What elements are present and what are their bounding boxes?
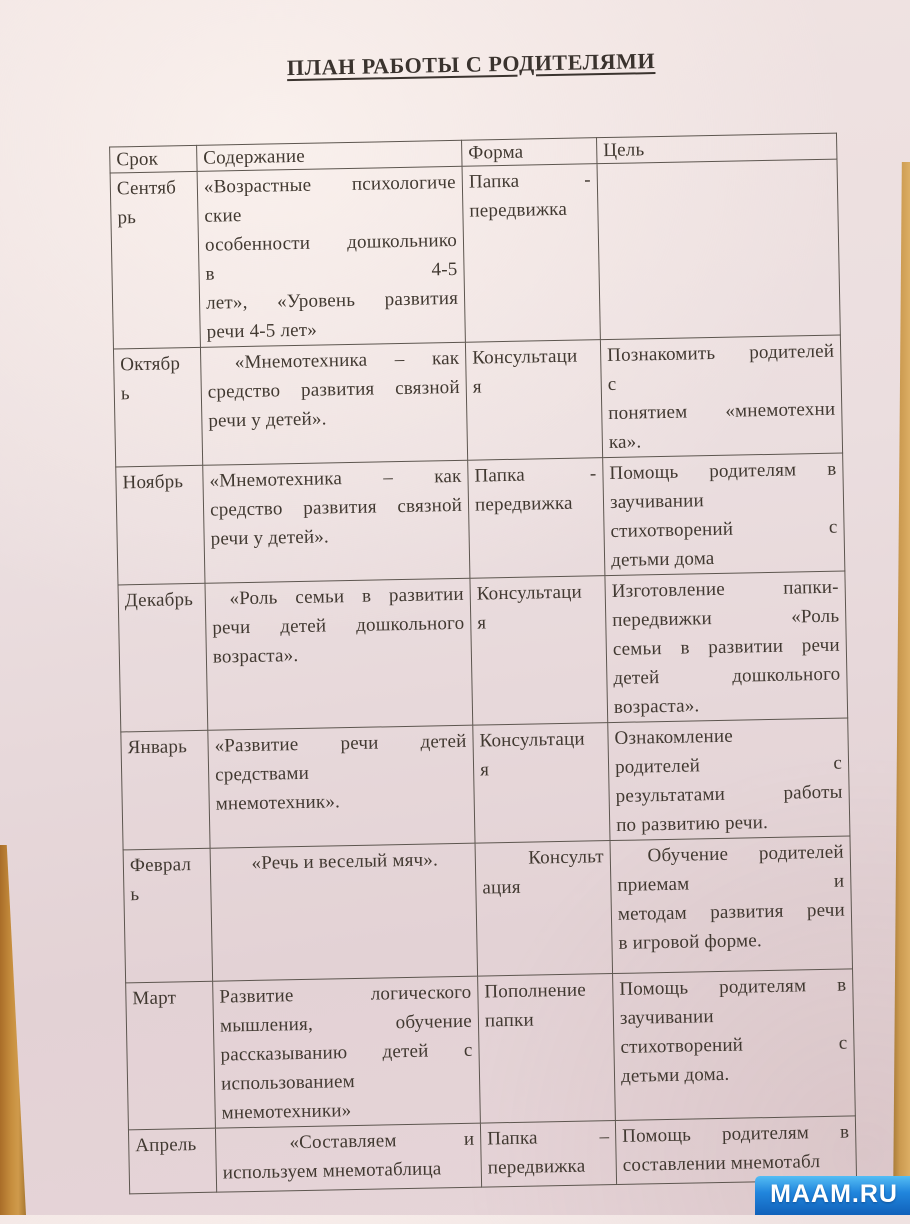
cell-goal: Помощь родителям в составлении мнемотабл <box>615 1116 856 1185</box>
maam-watermark: MAAM.RU <box>755 1176 910 1215</box>
table-row-march <box>126 969 856 1130</box>
cell-goal: Изготовление папки- передвижки «Роль семьи в развитии речи детей дошкольного возраста». <box>605 571 848 723</box>
cell-goal: Познакомить родителей с понятием «мнемотехни ка». <box>600 335 842 458</box>
cell-form: Консульт ация <box>475 841 613 977</box>
col-header-goal: Цель <box>597 133 837 164</box>
cell-form: Папка - передвижка <box>462 164 600 343</box>
cell-goal: Помощь родителям в заучивании стихотворений с детьми дома. <box>613 969 856 1121</box>
cell-period: Январь <box>121 730 210 850</box>
cell-content: «Речь и веселый мяч». <box>210 843 478 981</box>
table-row-february <box>123 836 852 983</box>
cell-content: «Развитие речи детей средствами мнемотехник». <box>208 725 475 848</box>
cell-goal <box>597 159 840 340</box>
cell-period: Декабрь <box>118 583 208 732</box>
cell-form: Консультаци я <box>465 340 602 461</box>
col-header-form: Форма <box>462 138 597 167</box>
cell-goal: Ознакомление родителей с результатами работы по развитию речи. <box>608 718 850 841</box>
cell-content: «Роль семьи в развитии речи детей дошкольного возраста». <box>205 578 473 730</box>
cell-content: «Мнемотехника – как средство развития связной речи у детей». <box>200 342 467 465</box>
cell-period: Октябр ь <box>113 347 202 467</box>
col-header-period: Срок <box>110 145 197 173</box>
cell-period: Апрель <box>128 1128 216 1194</box>
cell-form: Папка – передвижка <box>480 1121 616 1188</box>
table-row-october <box>113 335 842 467</box>
cell-period: Сентяб рь <box>110 171 200 349</box>
col-header-content: Содержание <box>197 140 462 171</box>
cell-content: Развитие логического мышления, обучение рассказыванию детей с использованием мнемотехники» <box>213 976 481 1128</box>
cell-form: Консультаци я <box>470 576 608 726</box>
table-row-december <box>118 571 848 732</box>
table-row-november <box>116 453 845 585</box>
plan-table <box>109 133 857 1195</box>
cell-form: Пополнение папки <box>478 974 616 1124</box>
cell-form: Папка - передвижка <box>468 458 605 579</box>
cell-content: «Возрастные психологиче ские особенности дошкольнико в 4-5 лет», «Уровень развития речи 4-5 лет» <box>197 166 465 347</box>
cell-content: «Мнемотехника – как средство развития связной речи у детей». <box>203 460 470 583</box>
cell-period: Ноябрь <box>116 465 205 585</box>
cell-goal: Обучение родителей приемам и методам развития речи в игровой форме. <box>610 836 853 974</box>
cell-period: Март <box>126 981 216 1130</box>
table-row-january <box>121 718 850 850</box>
cell-goal: Помощь родителям в заучивании стихотворений с детьми дома <box>603 453 845 576</box>
table-row-september <box>110 159 840 349</box>
cell-content: «Составляем и используем мнемотаблица <box>215 1123 481 1192</box>
table-row-april <box>128 1116 856 1194</box>
page-title: ПЛАН РАБОТЫ С РОДИТЕЛЯМИ <box>286 48 656 81</box>
cell-form: Консультаци я <box>473 723 610 844</box>
cell-period: Феврал ь <box>123 848 213 983</box>
